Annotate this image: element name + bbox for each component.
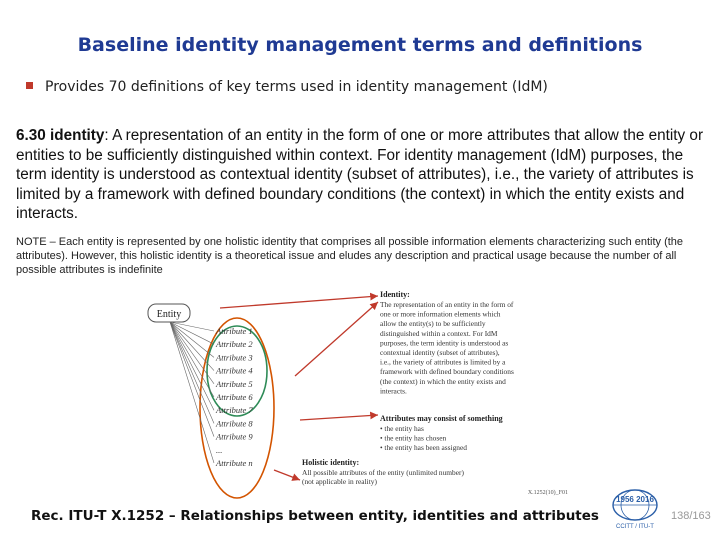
definition-term: 6.30 identity bbox=[16, 127, 105, 144]
logo-icon bbox=[604, 486, 666, 532]
holistic-text-block bbox=[302, 468, 464, 486]
attribute-label: Attribute 4 bbox=[216, 365, 253, 376]
figure-text-line: All possible attributes of the entity (unlimited number) bbox=[302, 468, 464, 477]
identity-heading: Identity: bbox=[380, 290, 410, 299]
figure-text-line: The representation of an entity in the form of bbox=[380, 300, 514, 309]
attribute-label: Attribute n bbox=[216, 458, 253, 468]
logo-text: CCITT / ITU-T bbox=[616, 524, 654, 530]
attribute-label: Attribute 1 bbox=[216, 326, 253, 336]
figure-text-line: • the entity has been assigned bbox=[380, 443, 467, 453]
attributes-text-block bbox=[380, 424, 467, 452]
attribute-label: Attribute 3 bbox=[216, 352, 253, 363]
identity-definition bbox=[16, 126, 706, 224]
attribute-connector-lines bbox=[170, 322, 214, 463]
figure-text-line: i.e., the variety of attributes is limited by a bbox=[380, 357, 506, 367]
attribute-label: Attribute 9 bbox=[216, 431, 253, 442]
figure-caption: Rec. ITU-T X.1252 – Relationships between entity, identities and attributes bbox=[31, 508, 599, 524]
identity-arrow bbox=[295, 302, 378, 376]
identity-text-block bbox=[380, 300, 514, 395]
attribute-connector bbox=[170, 322, 214, 371]
attributes-heading: Attributes may consist of something bbox=[380, 414, 503, 423]
figure-text-line: distinguished within a context. For IdM bbox=[380, 328, 498, 338]
attribute-label: ... bbox=[216, 444, 223, 455]
figure-text-line: • the entity has chosen bbox=[380, 433, 447, 443]
figure-text-line: • the entity has bbox=[380, 424, 424, 433]
attribute-label: Attribute 6 bbox=[216, 392, 253, 402]
figure-text-line: purposes, the term identity is understood as bbox=[380, 338, 509, 348]
attribute-list bbox=[215, 326, 253, 468]
page-number: 138/163 bbox=[671, 510, 711, 522]
bullet-point bbox=[26, 79, 548, 95]
figure-text-line: (the context) in which the entity exists and bbox=[380, 376, 506, 386]
logo-years: 1956 2016 bbox=[616, 495, 654, 504]
figure-text-line: one or more information elements which bbox=[380, 309, 501, 319]
figure-text-line: contextual identity (subset of attributes), bbox=[380, 348, 500, 357]
figure-text-line: allow the entity(s) to be sufficiently bbox=[380, 319, 486, 329]
holistic-arrow bbox=[274, 470, 300, 480]
attribute-connector bbox=[170, 322, 214, 463]
attribute-label: Attribute 8 bbox=[216, 418, 253, 429]
figure-id: X.1252(10)_F01 bbox=[527, 490, 568, 496]
figure-text-line: (not applicable in reality) bbox=[302, 477, 377, 487]
entity-label: Entity bbox=[156, 309, 182, 320]
bullet-square-icon bbox=[26, 82, 33, 89]
entity-identity-figure bbox=[140, 288, 570, 500]
figure-diagram bbox=[140, 288, 570, 500]
definition-note: NOTE – Each entity is represented by one holistic identity that comprises all possible information elements characterizing such entity (the attributes). However, this holistic identity is a theoretical issue and eludes any description and practical usage because the number of all possible attributes is indefinite bbox=[16, 236, 684, 276]
attribute-label: Attribute 2 bbox=[216, 339, 253, 350]
bullet-text: Provides 70 definitions of key terms used in identity management (IdM) bbox=[45, 79, 548, 95]
figure-text-line: interacts. bbox=[380, 386, 407, 396]
holistic-heading: Holistic identity: bbox=[302, 458, 360, 467]
attribute-label: Attribute 7 bbox=[216, 405, 253, 416]
itu-anniversary-logo bbox=[604, 486, 666, 532]
attribute-label: Attribute 5 bbox=[216, 378, 253, 389]
definition-body: : A representation of an entity in the form of one or more attributes that allow the entity or entities to be sufficiently distinguished within context. For identity management (IdM) purposes, the term identity is understood as contextual identity (subset of attributes), i.e., the variety of attributes is limited by a framework with defined boundary conditions (the context) in which the entity exists and interacts. bbox=[16, 127, 704, 222]
figure-text-line: framework with defined boundary conditions bbox=[380, 367, 514, 377]
entity-arrow bbox=[220, 296, 378, 308]
slide-title: Baseline identity management terms and definitions bbox=[77, 34, 643, 56]
attributes-arrow bbox=[300, 415, 378, 420]
